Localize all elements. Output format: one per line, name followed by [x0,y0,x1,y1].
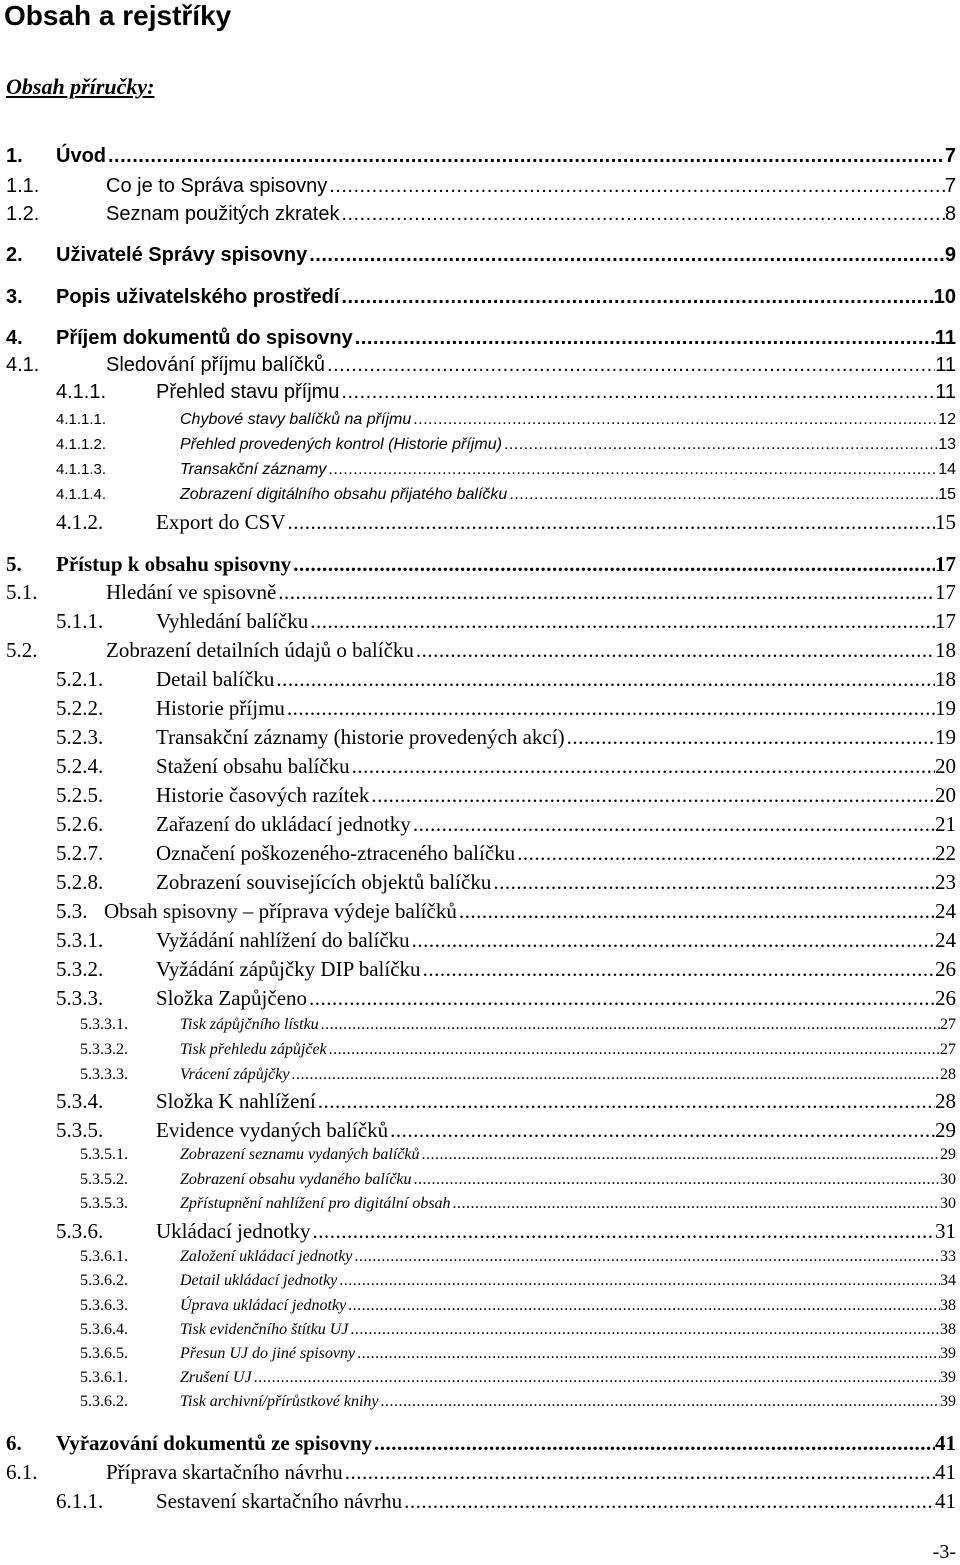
toc-number: 4.1.1.1. [56,411,107,428]
toc-entry[interactable] [0,1169,956,1191]
toc-number: 5.3.6.3. [80,1297,128,1314]
toc-number: 5. [6,552,22,576]
toc-leader [337,1270,940,1292]
toc-page-number: 39 [940,1369,956,1386]
toc-title: Tisk evidenčního štítku UJ [180,1321,349,1338]
toc-number: 4.1.1. [56,381,107,403]
toc-leader [291,551,935,578]
toc-entry[interactable] [0,484,956,506]
toc-title: Uživatelé Správy spisovny [56,244,308,266]
toc-page-number: 41 [935,1431,956,1455]
toc-entry[interactable] [0,325,956,351]
toc-title: Přístup k obsahu spisovny [56,552,292,576]
toc-title: Tisk přehledu zápůjček [180,1041,327,1058]
toc-number: 5.3.6.2. [80,1393,128,1410]
toc-leader [378,1391,940,1413]
toc-title: Zrušení UJ [180,1369,252,1386]
toc-title: Evidence vydaných balíčků [156,1118,389,1142]
toc-page-number: 17 [935,552,956,576]
toc-entry[interactable] [0,840,956,867]
toc-page-number: 41 [935,1489,956,1513]
toc-number: 5.2.7. [56,841,104,865]
toc-title: Příjem dokumentů do spisovny [56,327,353,349]
toc-page-number: 41 [935,1460,956,1484]
toc-number: 5.3.3. [56,986,104,1010]
toc-entry[interactable] [0,379,956,405]
toc-leader [412,1169,940,1191]
toc-entry[interactable] [0,1295,956,1317]
toc-page-number: 22 [935,841,956,865]
toc-page-number: 17 [935,580,956,604]
toc-page-number: 33 [940,1248,956,1265]
toc-leader [276,579,935,606]
toc-leader [326,459,938,481]
toc-page-number: 19 [935,696,956,720]
toc-page-number: 28 [935,1089,956,1113]
toc-entry[interactable] [0,1488,956,1515]
toc-number: 5.1.1. [56,609,104,633]
toc-number: 5.3.6. [56,1219,104,1243]
toc-number: 5.3.6.1. [80,1369,128,1386]
toc-title: Zobrazení souvisejících objektů balíčku [156,870,492,894]
toc-entry[interactable] [0,1367,956,1389]
toc-entry[interactable] [0,927,956,954]
toc-page-number: 11 [935,354,956,376]
toc-number: 6. [6,1431,22,1455]
toc-entry[interactable] [0,724,956,751]
toc-title: Sestavení skartačního návrhu [156,1489,403,1513]
toc-leader [502,434,938,456]
toc-entry[interactable] [0,509,956,536]
toc-page-number: 38 [940,1321,956,1338]
toc-entry[interactable] [0,637,956,664]
toc-entry[interactable] [0,1117,956,1144]
toc-page-number: 19 [935,725,956,749]
toc-entry[interactable] [0,1270,956,1292]
toc-entry[interactable] [0,1430,956,1457]
toc-page-number: 29 [935,1118,956,1142]
toc-title: Úprava ukládací jednotky [180,1297,347,1314]
toc-number: 4.1.1.3. [56,461,107,478]
toc-leader [457,898,935,925]
toc-leader [411,409,938,431]
toc-leader [274,666,935,693]
toc-title: Obsah spisovny – příprava výdeje balíčků [104,899,457,923]
toc-page-number: 21 [935,812,956,836]
toc-number: 5.3.3.2. [80,1041,128,1058]
toc-entry[interactable] [0,551,956,578]
toc-entry[interactable] [0,608,956,635]
toc-page-number: 18 [935,667,956,691]
toc-leader [319,1014,940,1036]
toc-number: 5.2.4. [56,754,104,778]
toc-title: Vrácení zápůjčky [180,1066,290,1083]
toc-number: 5.2. [6,638,38,662]
toc-leader [339,379,935,405]
toc-entry[interactable] [0,1391,956,1413]
toc-number: 5.3.6.1. [80,1248,128,1265]
toc-number: 4.1. [6,354,40,376]
toc-entry[interactable] [0,1088,956,1115]
toc-entry[interactable] [0,459,956,481]
toc-page-number: 27 [940,1016,956,1033]
toc-leader [410,927,935,954]
toc-page-number: 15 [938,486,956,503]
toc-leader [369,782,935,809]
toc-number: 4.1.1.2. [56,436,107,453]
toc-leader [353,325,935,351]
toc-leader [327,1039,940,1061]
toc-page-number: 29 [940,1146,956,1163]
toc-entry[interactable] [0,782,956,809]
toc-title: Detail ukládací jednotky [180,1272,338,1289]
toc-number: 4.1.1.4. [56,486,107,503]
toc-number: 5.3.6.2. [80,1272,128,1289]
toc-title: Složka K nahlížení [156,1089,316,1113]
toc-number: 1.2. [6,203,40,225]
toc-title: Ukládací jednotky [156,1219,311,1243]
toc-leader [350,753,935,780]
toc-title: Detail balíčku [156,667,275,691]
toc-leader [346,1295,940,1317]
toc-page-number: 34 [940,1272,956,1289]
toc-title: Zobrazení seznamu vydaných balíčků [180,1146,420,1163]
toc-entry[interactable] [0,956,956,983]
page-number: -3- [932,1541,956,1563]
toc-leader [421,956,935,983]
toc-leader [507,484,938,506]
toc-entry[interactable] [0,695,956,722]
toc-number: 5.3.6.5. [80,1345,128,1362]
toc-entry[interactable] [0,1459,956,1486]
toc-number: 5.2.1. [56,667,104,691]
toc-leader [414,637,935,664]
toc-leader [451,1193,940,1215]
toc-entry[interactable] [0,284,956,310]
toc-entry[interactable] [0,242,956,268]
toc-entry[interactable] [0,1319,956,1341]
toc-page-number: 30 [940,1195,956,1212]
toc-leader [420,1144,940,1166]
toc-page-number: 10 [933,286,956,308]
toc-number: 5.2.6. [56,812,104,836]
toc-entry[interactable] [0,201,956,227]
toc-title: Označení poškozeného-ztraceného balíčku [156,841,516,865]
toc-number: 5.3.5.2. [80,1171,128,1188]
toc-leader [307,242,945,268]
toc-leader [339,284,933,310]
toc-page-number: 31 [935,1219,956,1243]
toc-number: 5.3.2. [56,957,104,981]
toc-title: Historie příjmu [156,696,285,720]
toc-number: 5.2.8. [56,870,104,894]
toc-title: Stažení obsahu balíčku [156,754,350,778]
toc-number: 5.3.5. [56,1118,104,1142]
toc-title: Přehled stavu příjmu [156,381,340,403]
toc-number: 2. [6,244,23,266]
toc-leader [491,869,935,896]
toc-title: Vyřazování dokumentů ze spisovny [56,1431,373,1455]
toc-page-number: 20 [935,754,956,778]
toc-number: 5.2.2. [56,696,104,720]
toc-number: 4. [6,327,23,349]
document-title: Obsah a rejstříky [4,0,232,31]
toc-title: Zobrazení detailních údajů o balíčku [106,638,414,662]
toc-title: Složka Zapůjčeno [156,986,308,1010]
toc-number: 5.3.4. [56,1089,104,1113]
toc-number: 5.2.5. [56,783,104,807]
toc-leader [327,173,945,199]
toc-page-number: 9 [944,244,956,266]
toc-leader [388,1117,935,1144]
toc-leader [308,608,935,635]
toc-entry[interactable] [0,579,956,606]
toc-entry[interactable] [0,434,956,456]
toc-title: Export do CSV [156,510,286,534]
toc-page-number: 30 [940,1171,956,1188]
toc-leader [355,1343,940,1365]
toc-title: Transakční záznamy (historie provedených akcí) [156,725,565,749]
toc-leader [402,1488,935,1515]
toc-entry[interactable] [0,985,956,1012]
toc-title: Vyžádání nahlížení do balíčku [156,928,410,952]
toc-entry[interactable] [0,753,956,780]
toc-number: 5.3.3.1. [80,1016,128,1033]
toc-number: 1.1. [6,175,40,197]
toc-page-number: 14 [938,461,956,478]
toc-title: Tisk zápůjčního lístku [180,1016,319,1033]
toc-page-number: 15 [935,510,956,534]
toc-page-number: 24 [935,899,956,923]
toc-leader [285,695,935,722]
toc-title: Příprava skartačního návrhu [106,1460,343,1484]
toc-number: 5.2.3. [56,725,104,749]
toc-title: Chybové stavy balíčků na příjmu [180,411,412,428]
toc-entry[interactable] [0,1193,956,1215]
toc-entry[interactable] [0,869,956,896]
toc-page-number: 39 [940,1393,956,1410]
toc-page-number: 13 [938,436,956,453]
toc-title: Přehled provedených kontrol (Historie příjmu) [180,436,502,453]
toc-entry[interactable] [0,1014,956,1036]
toc-entry[interactable] [0,898,956,925]
toc-leader [286,509,935,536]
toc-page-number: 26 [935,957,956,981]
toc-leader [339,201,944,227]
toc-entry[interactable] [0,811,956,838]
toc-entry[interactable] [0,173,956,199]
toc-page-number: 23 [935,870,956,894]
toc-number: 5.3.5.1. [80,1146,128,1163]
toc-title: Úvod [56,145,106,167]
toc-page-number: 39 [940,1345,956,1362]
toc-number: 5.3.3.3. [80,1066,128,1083]
toc-heading: Obsah příručky: [6,74,155,99]
toc-number: 6.1. [6,1460,38,1484]
toc-leader [565,724,935,751]
toc-page-number: 8 [944,203,956,225]
toc-leader [316,1088,935,1115]
toc-page-number: 27 [940,1041,956,1058]
toc-leader [411,811,935,838]
toc-leader [325,352,935,378]
toc-entry[interactable] [0,409,956,431]
toc-title: Vyhledání balíčku [156,609,309,633]
toc-leader [348,1319,940,1341]
toc-page-number: 26 [935,986,956,1010]
toc-title: Přesun UJ do jiné spisovny [180,1345,356,1362]
toc-entry[interactable] [0,1144,956,1166]
toc-entry[interactable] [0,143,956,169]
toc-leader [106,143,945,169]
toc-title: Popis uživatelského prostředí [56,286,340,308]
toc-number: 5.3. [56,899,88,923]
toc-title: Tisk archivní/přírůstkové knihy [180,1393,379,1410]
toc-page-number: 18 [935,638,956,662]
toc-number: 3. [6,286,23,308]
toc-leader [289,1064,940,1086]
toc-page-number: 20 [935,783,956,807]
toc-title: Zpřístupnění nahlížení pro digitální obsah [180,1195,451,1212]
toc-number: 1. [6,145,23,167]
toc-leader [307,985,935,1012]
toc-page-number: 7 [944,145,956,167]
toc-entry[interactable] [0,1246,956,1268]
toc-entry[interactable] [0,1343,956,1365]
toc-entry[interactable] [0,352,956,378]
toc-title: Seznam použitých zkratek [106,203,340,225]
toc-page-number: 11 [934,327,956,349]
toc-title: Sledování příjmu balíčků [106,354,326,376]
toc-leader [352,1246,940,1268]
toc-title: Založení ukládací jednotky [180,1248,353,1265]
toc-title: Transakční záznamy [180,461,327,478]
toc-page-number: 7 [944,175,956,197]
toc-entry[interactable] [0,666,956,693]
toc-number: 5.3.1. [56,928,104,952]
toc-page-number: 28 [940,1066,956,1083]
toc-number: 5.3.6.4. [80,1321,128,1338]
toc-title: Zobrazení digitálního obsahu přijatého balíčku [180,486,508,503]
toc-page-number: 12 [938,411,956,428]
toc-title: Co je to Správa spisovny [106,175,328,197]
toc-title: Vyžádání zápůjčky DIP balíčku [156,957,421,981]
toc-page-number: 17 [935,609,956,633]
toc-title: Zobrazení obsahu vydaného balíčku [180,1171,412,1188]
toc-leader [343,1459,935,1486]
toc-title: Zařazení do ukládací jednotky [156,812,411,836]
toc-number: 5.3.5.3. [80,1195,128,1212]
toc-leader [372,1430,935,1457]
toc-title: Hledání ve spisovně [106,580,277,604]
toc-page-number: 38 [940,1297,956,1314]
toc-leader [252,1367,940,1389]
toc-title: Historie časových razítek [156,783,370,807]
toc-number: 5.1. [6,580,38,604]
toc-leader [515,840,935,867]
toc-entry[interactable] [0,1064,956,1086]
toc-entry[interactable] [0,1039,956,1061]
toc-page-number: 24 [935,928,956,952]
toc-page-number: 11 [935,381,956,403]
toc-leader [311,1218,935,1245]
toc-number: 6.1.1. [56,1489,104,1513]
toc-entry[interactable] [0,1218,956,1245]
toc-number: 4.1.2. [56,510,104,534]
